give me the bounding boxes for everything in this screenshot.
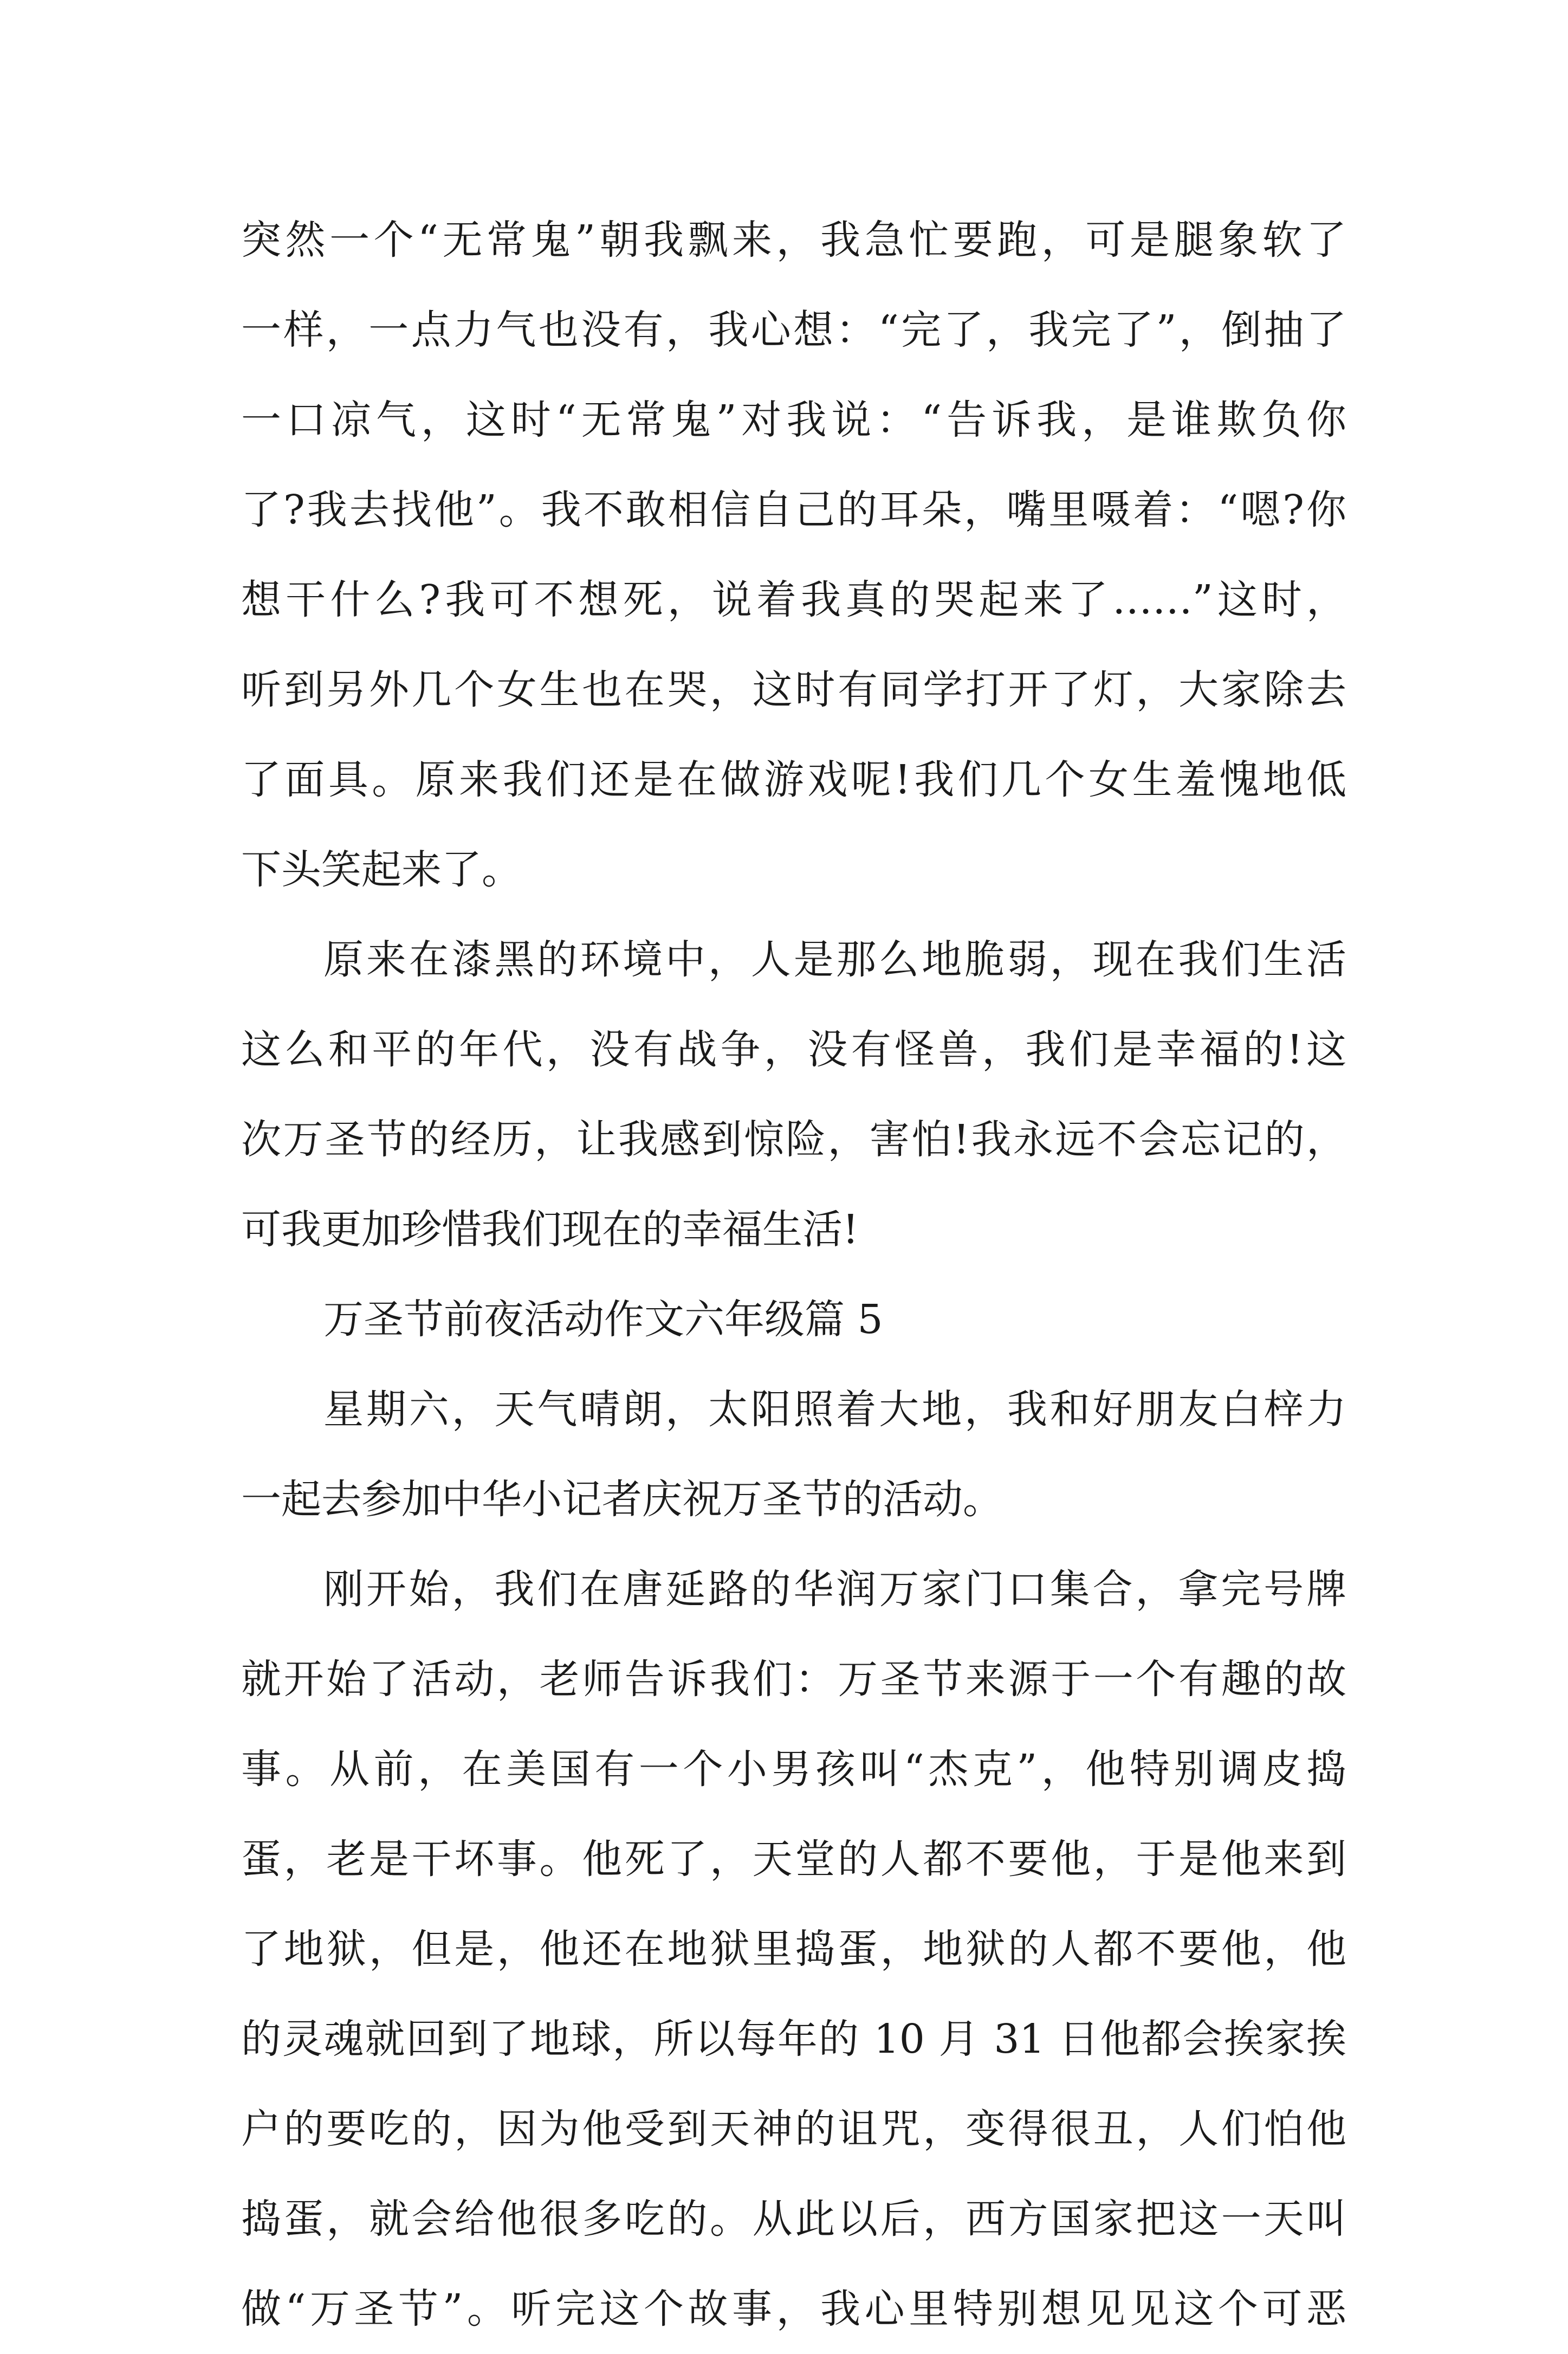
text-line: 星期六，天气晴朗，太阳照着大地，我和好朋友白梓力: [323, 1386, 1346, 1433]
text-line: 突然一个“无常鬼”朝我飘来，我急忙要跑，可是腿象软了: [241, 217, 1346, 263]
text-line: 蛋，老是干坏事。他死了，天堂的人都不要他，于是他来到: [241, 1836, 1346, 1883]
text-line: 了面具。原来我们还是在做游戏呢!我们几个女生羞愧地低: [241, 756, 1346, 803]
text-line: 听到另外几个女生也在哭，这时有同学打开了灯，大家除去: [241, 667, 1346, 713]
section-heading: 万圣节前夜活动作文六年级篇 5: [323, 1296, 883, 1343]
text-line: 了地狱，但是，他还在地狱里捣蛋，地狱的人都不要他，他: [241, 1926, 1346, 1973]
text-line: 一口凉气，这时“无常鬼”对我说：“告诉我，是谁欺负你: [241, 397, 1346, 443]
text-line: 的灵魂就回到了地球，所以每年的 10 月 31 日他都会挨家挨: [241, 2016, 1346, 2062]
text-line: 可我更加珍惜我们现在的幸福生活!: [241, 1206, 859, 1253]
text-line: 一样，一点力气也没有，我心想：“完了，我完了”，倒抽了: [241, 307, 1346, 353]
document-page: [241, 195, 1346, 2354]
text-line: 做“万圣节”。听完这个故事，我心里特别想见见这个可恶: [241, 2286, 1346, 2332]
text-line: 户的要吃的，因为他受到天神的诅咒，变得很丑，人们怕他: [241, 2106, 1346, 2152]
text-line: 就开始了活动，老师告诉我们：万圣节来源于一个有趣的故: [241, 1656, 1346, 1703]
text-line: 一起去参加中华小记者庆祝万圣节的活动。: [241, 1476, 1003, 1523]
text-line: 下头笑起来了。: [241, 846, 522, 893]
text-line: 事。从前，在美国有一个小男孩叫“杰克”，他特别调皮捣: [241, 1746, 1346, 1793]
text-line: 刚开始，我们在唐延路的华润万家门口集合，拿完号牌: [323, 1566, 1346, 1613]
text-line: 了?我去找他”。我不敢相信自己的耳朵，嘴里嗫着：“嗯?你: [241, 487, 1346, 533]
text-line: 原来在漆黑的环境中，人是那么地脆弱，现在我们生活: [323, 936, 1346, 983]
text-line: 想干什么?我可不想死，说着我真的哭起来了……”这时，: [241, 577, 1346, 623]
text-line: 这么和平的年代，没有战争，没有怪兽，我们是幸福的!这: [241, 1026, 1346, 1073]
text-line: 次万圣节的经历，让我感到惊险，害怕!我永远不会忘记的，: [241, 1116, 1346, 1163]
text-line: 捣蛋，就会给他很多吃的。从此以后，西方国家把这一天叫: [241, 2196, 1346, 2242]
